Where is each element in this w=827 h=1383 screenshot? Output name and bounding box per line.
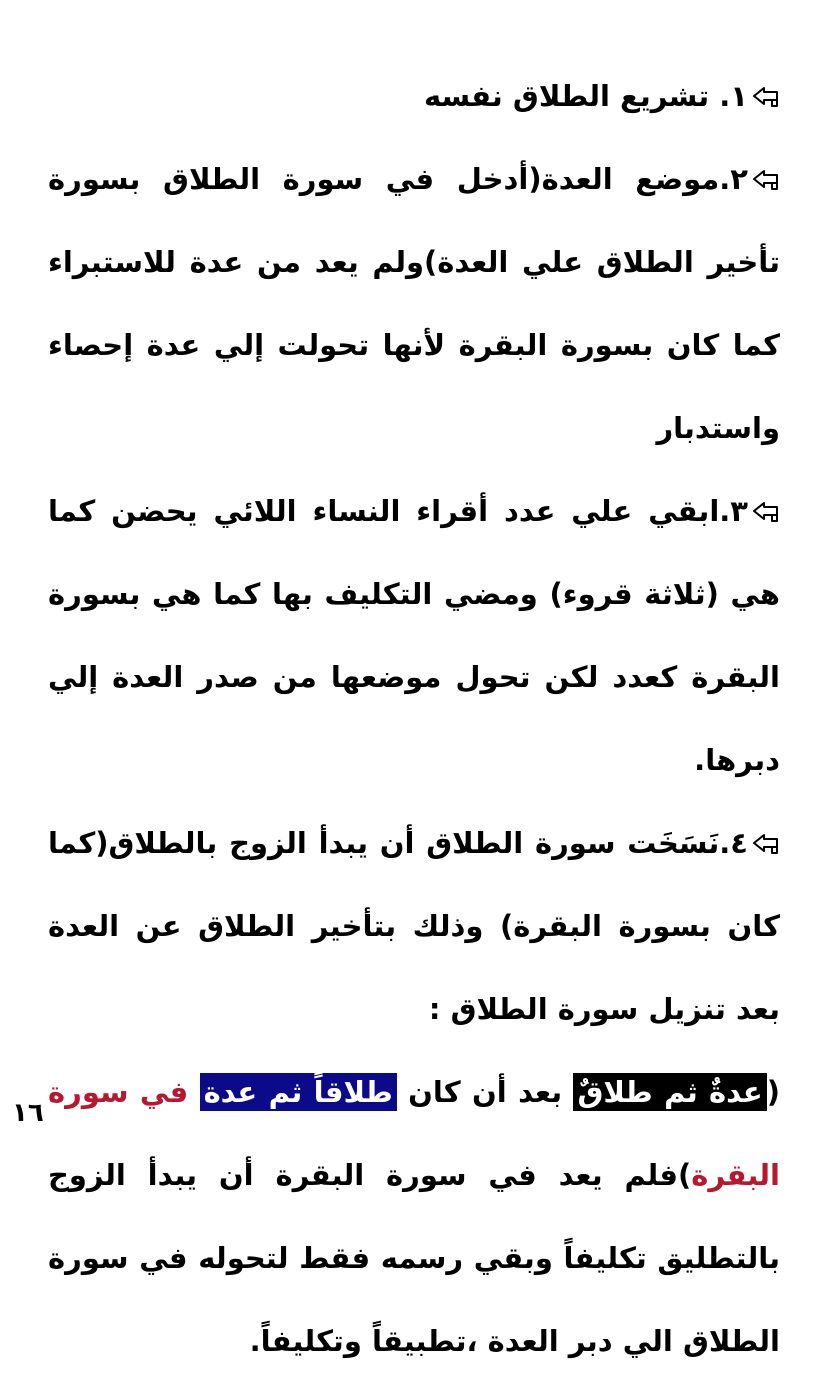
item-number: ١. — [719, 79, 748, 113]
quote-rest: فلم يعد في سورة البقرة أن يبدأ الزوج بالتطليق تكليفاً وبقي رسمه فقط لتحوله في سورة الطلاق الي دبر العدة ،تطبيقاً وتكليفاً. — [48, 1158, 780, 1358]
list-item — [48, 470, 780, 802]
item-text: نَسَخَت سورة الطلاق أن يبدأ الزوج بالطلاق(كما كان بسورة البقرة) وذلك بتأخير الطلاق عن العدة بعد تنزيل سورة الطلاق : — [48, 826, 780, 1026]
item-number: ٢. — [719, 162, 748, 196]
quote-paragraph — [48, 1051, 780, 1383]
quote-red: في سورة البقرة — [48, 1075, 780, 1192]
pointing-hand-icon — [750, 829, 780, 859]
pointing-hand-icon — [750, 165, 780, 195]
pointing-hand-icon — [750, 497, 780, 527]
quote-close: ) — [678, 1158, 692, 1192]
highlight-navy: طلاقاً ثم عدة — [200, 1073, 397, 1111]
item-text: ابقي علي عدد أقراء النساء اللائي يحضن كما هي (ثلاثة قروء) ومضي التكليف بها كما هي بسورة البقرة كعدد لكن تحول موضعها من صدر العدة إلي دبرها. — [48, 494, 780, 777]
item-text: موضع العدة(أدخل في سورة الطلاق بسورة تأخير الطلاق علي العدة)ولم يعد من عدة للاستبراء كما كان بسورة البقرة لأنها تحولت إلي عدة إحصاء واستدبار — [48, 162, 780, 445]
item-number: ٣. — [719, 494, 748, 528]
quote-open: ( — [766, 1075, 781, 1109]
list-item — [48, 55, 780, 138]
item-text: تشريع الطلاق نفسه — [423, 79, 710, 113]
highlight-black: عدةٌ ثم طلاقٌ — [573, 1073, 766, 1111]
quote-middle: بعد أن كان — [396, 1075, 574, 1109]
list-item — [48, 802, 780, 1051]
list-item — [48, 138, 780, 470]
document-body — [48, 55, 780, 1383]
page-number: ١٦ — [12, 1098, 44, 1128]
pointing-hand-icon — [750, 82, 780, 112]
item-number: ٤. — [719, 826, 748, 860]
